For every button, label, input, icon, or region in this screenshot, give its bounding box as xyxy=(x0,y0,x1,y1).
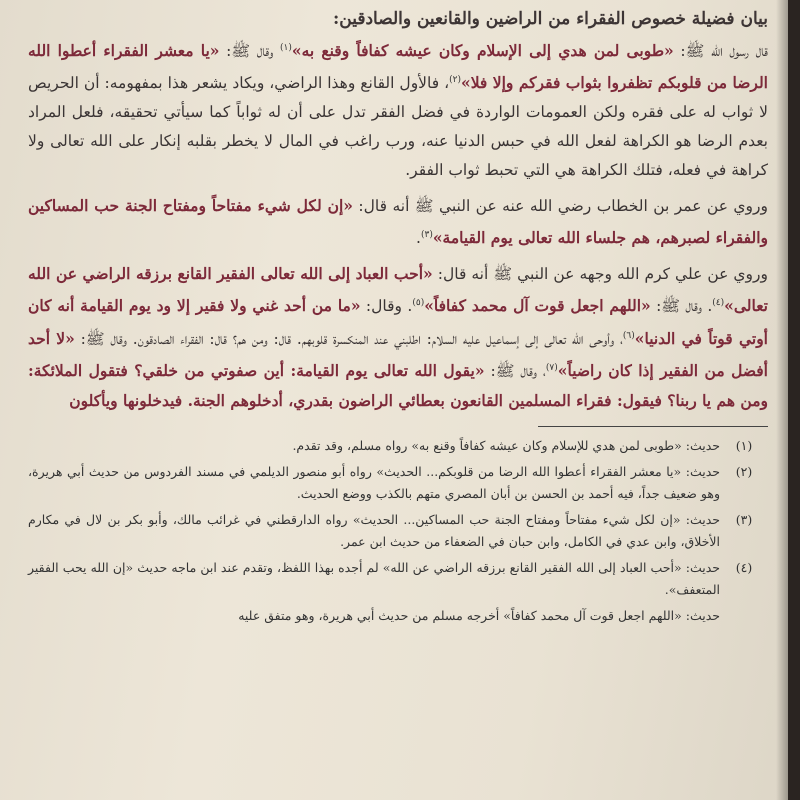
footnote-ref: (١) xyxy=(280,43,292,53)
paragraph-text: وروي عن علي كرم الله وجهه عن النبي ﷺ أنه قال: xyxy=(432,265,768,284)
footnote-number: (٣) xyxy=(735,511,753,527)
hadith-quote: «طوبى لمن هدي إلى الإسلام وكان عيشه كفافاً وقنع به» xyxy=(291,41,674,61)
footnote-number xyxy=(720,605,768,627)
page-text xyxy=(28,6,768,631)
footnote-ref: (٣) xyxy=(420,230,433,241)
paragraph-text: وقال ﷺ: xyxy=(219,42,281,61)
footnote-ref: (٦) xyxy=(622,330,635,341)
hadith-quote: «يقول الله تعالى يوم القيامة: أين صفوتي من خلقي؟ فتقول الملائكة: ومن هم يا ربنا؟ فيقول: فقراء المسلمين القانعون بعطائي الراضون بقدري، أدخلوهم الجنة. فيدخلونها ويأكلون xyxy=(28,360,768,410)
footnote xyxy=(28,435,768,457)
footnote xyxy=(28,557,768,601)
hadith-quote: «إن لكل شيء مفتاحاً ومفتاح الجنة حب المساكين والفقراء لصبرهم، هم جلساء الله تعالى يوم القيامة» xyxy=(28,196,768,248)
section-heading: بيان فضيلة خصوص الفقراء من الراضين والقانعين والصادقين: xyxy=(332,9,768,29)
footnote-ref: (٢) xyxy=(449,75,461,86)
footnote xyxy=(28,509,768,553)
hadith-quote: «أحب العباد إلى الله تعالى الفقير القانع برزقه الراضي عن الله تعالى» xyxy=(28,264,768,316)
footnote-text: حديث: «طوبى لمن هدي للإسلام وكان عيشه كفافاً وقنع به» رواه مسلم، وقد تقدم. xyxy=(292,437,720,453)
footnote-text: حديث: «إن لكل شيء مفتاحاً ومفتاح الجنة حب المساكين... الحديث» رواه الدارقطني في غرائب مالك، وأبو بكر بن لال في مكارم الأخلاق، وابن عدي في الكامل، وابن حبان في الضعفاء من حديث ابن عمر. xyxy=(28,511,720,549)
footnote-text: حديث: «أحب العباد إلى الله الفقير القانع برزقه الراضي عن الله» لم أجده بهذا اللفظ، وتقدم عند ابن ماجه حديث «إن الله يحب الفقير المتعفف». xyxy=(28,559,720,597)
footnote-ref: (٧) xyxy=(545,362,558,373)
hadith-quote: «اللهم اجعل قوت آل محمد كفافاً» xyxy=(424,296,651,316)
paragraph-text: ، وقال ﷺ: xyxy=(484,361,546,380)
book-gutter xyxy=(788,0,800,800)
hadith-quote: «لا أحد أفضل من الفقير إذا كان راضياً» xyxy=(28,328,768,380)
footnotes xyxy=(28,435,768,627)
paragraph-text: وروي عن عمر بن الخطاب رضي الله عنه عن النبي ﷺ أنه قال: xyxy=(352,197,768,216)
paragraph-text: ، وأوحى الله تعالى إلى إسماعيل عليه السلام: اطلبني عند المنكسرة قلوبهم. قال: ومن هم؟ قال: الفقراء الصادقون. وقال ﷺ: xyxy=(74,329,623,348)
hadith-quote: «ما من أحد غني ولا فقير إلا ود يوم القيامة أنه كان أوتي قوتاً في الدنيا» xyxy=(28,296,768,348)
footnote-ref: (٤) xyxy=(712,298,725,309)
footnote-separator xyxy=(538,426,768,427)
footnote-text: حديث: «يا معشر الفقراء أعطوا الله الرضا من قلوبكم... الحديث» رواه أبو منصور الديلمي في مسند الفردوس من حديث أبي هريرة، وهو ضعيف جداً، فيه أحمد بن الحسن بن أبان المصري متهم بالكذب ووضع الحديث. xyxy=(28,463,720,501)
paragraph-text: ، فالأول القانع وهذا الراضي، ويكاد يشعر هذا بمفهومه: أن الحريص لا ثواب له على فقره ولكن العمومات الواردة في فضل الفقر تدل على أن له ثواباً كما سيأتي تحقيقه، فلعل المراد بعدم الرضا هو الكراهة لفعل الله في حبس الدنيا عنه، ورب راغب في المال لا يخطر بقلبه إنكار على الله تعالى ولا كراهة في فعله، فتلك الكراهة هي التي تحبط ثواب الفقر. xyxy=(28,74,768,180)
footnote-number: (١) xyxy=(735,437,753,453)
body-paragraphs xyxy=(28,34,768,416)
footnote xyxy=(28,461,768,505)
paragraph-text: . وقال: xyxy=(360,297,413,316)
paragraph-text: . وقال ﷺ: xyxy=(650,297,713,316)
footnote-number: (٤) xyxy=(735,559,753,575)
footnote-ref: (٥) xyxy=(412,298,425,309)
footnote-text: حديث: «اللهم اجعل قوت آل محمد كفافاً» أخرجه مسلم من حديث أبي هريرة، وهو متفق عليه xyxy=(238,607,720,623)
paragraph xyxy=(28,259,768,415)
paragraph-text: . xyxy=(416,229,421,248)
footnote xyxy=(28,605,768,627)
hadith-quote: «يا معشر الفقراء أعطوا الله الرضا من قلوبكم تظفروا بثواب فقركم وإلا فلا» xyxy=(28,41,768,93)
paragraph xyxy=(28,34,768,185)
footnote-number: (٢) xyxy=(735,463,753,479)
paragraph-text: قال رسول الله ﷺ: xyxy=(673,42,768,61)
paragraph xyxy=(28,191,768,253)
